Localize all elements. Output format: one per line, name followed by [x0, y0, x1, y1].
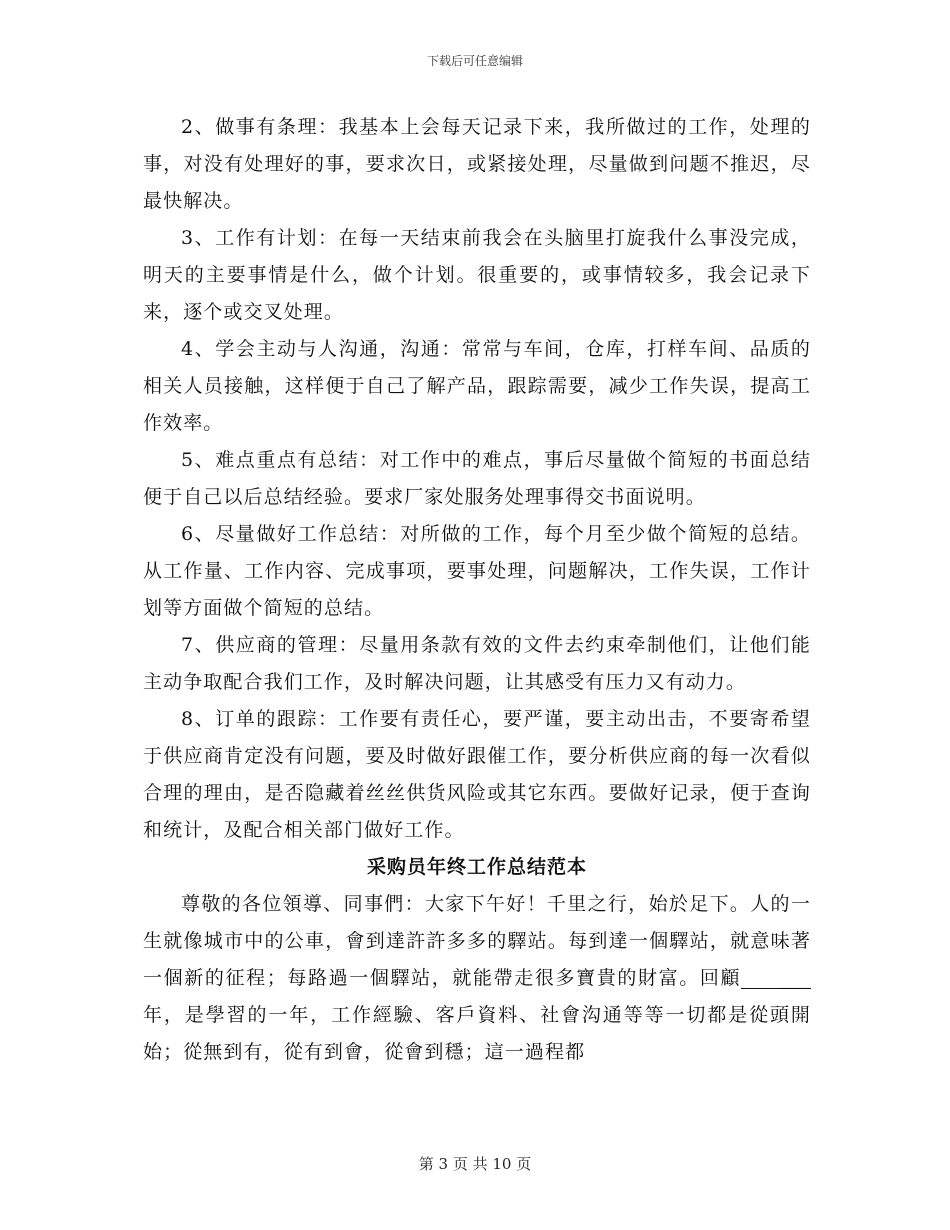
paragraph-item-4: 4、学会主动与人沟通，沟通：常常与车间，仓库，打样车间、品质的相关人员接触，这样便于自己了解产品，跟踪需要，减少工作失误，提高工作效率。: [143, 338, 811, 434]
paragraph-item-6: 6、尽量做好工作总结：对所做的工作，每个月至少做个简短的总结。从工作量、工作内容、完成事项，要事处理，问题解决，工作失误，工作计划等方面做个简短的总结。: [143, 523, 811, 619]
intro-text-before: 尊敬的各位領導、同事們：大家下午好！千里之行，始於足下。人的一生就像城市中的公車，會到達許許多多的驛站。每到達一個驛站，就意味著一個新的征程；每路過一個驛站，就能帶走很多寶貴的財富。回顧: [143, 893, 811, 989]
document-body: [143, 109, 811, 1071]
section-title: 采购员年终工作总结范本: [366, 856, 587, 878]
page-number-footer: 第 3 页 共 10 页: [418, 1155, 532, 1173]
paragraph-item-7: 7、供应商的管理：尽量用条款有效的文件去约束牵制他们，让他们能主动争取配合我们工作，及时解决问题，让其感受有压力又有动力。: [143, 634, 811, 693]
intro-text-after: 年，是學習的一年，工作經驗、客戶資料、社會沟通等等一切都是從頭開始；從無到有，從有到會，從會到穩；這一過程都: [143, 1004, 811, 1063]
paragraph-item-8: 8、订单的跟踪：工作要有责任心，要严谨，要主动出击，不要寄希望于供应商肯定没有问题，要及时做好跟催工作，要分析供应商的每一次看似合理的理由，是否隐藏着丝丝供货风险或其它东西。要做好记录，便于查询和统计，及配合相关部门做好工作。: [143, 708, 811, 841]
paragraph-item-2: 2、做事有条理：我基本上会每天记录下来，我所做过的工作，处理的事，对没有处理好的事，要求次日，或紧接处理，尽量做到问题不推迟，尽最快解决。: [143, 116, 811, 212]
paragraph-item-3: 3、工作有计划：在每一天结束前我会在头脑里打旋我什么事没完成，明天的主要事情是什么，做个计划。很重要的，或事情较多，我会记录下来，逐个或交叉处理。: [143, 227, 811, 323]
paragraph-item-5: 5、难点重点有总结：对工作中的难点，事后尽量做个简短的书面总结便于自己以后总结经验。要求厂家处服务处理事得交书面说明。: [143, 449, 811, 508]
intro-paragraph: [143, 886, 811, 1071]
header-note: 下载后可任意编辑: [426, 54, 523, 68]
fill-in-blank: ___: [741, 968, 811, 989]
